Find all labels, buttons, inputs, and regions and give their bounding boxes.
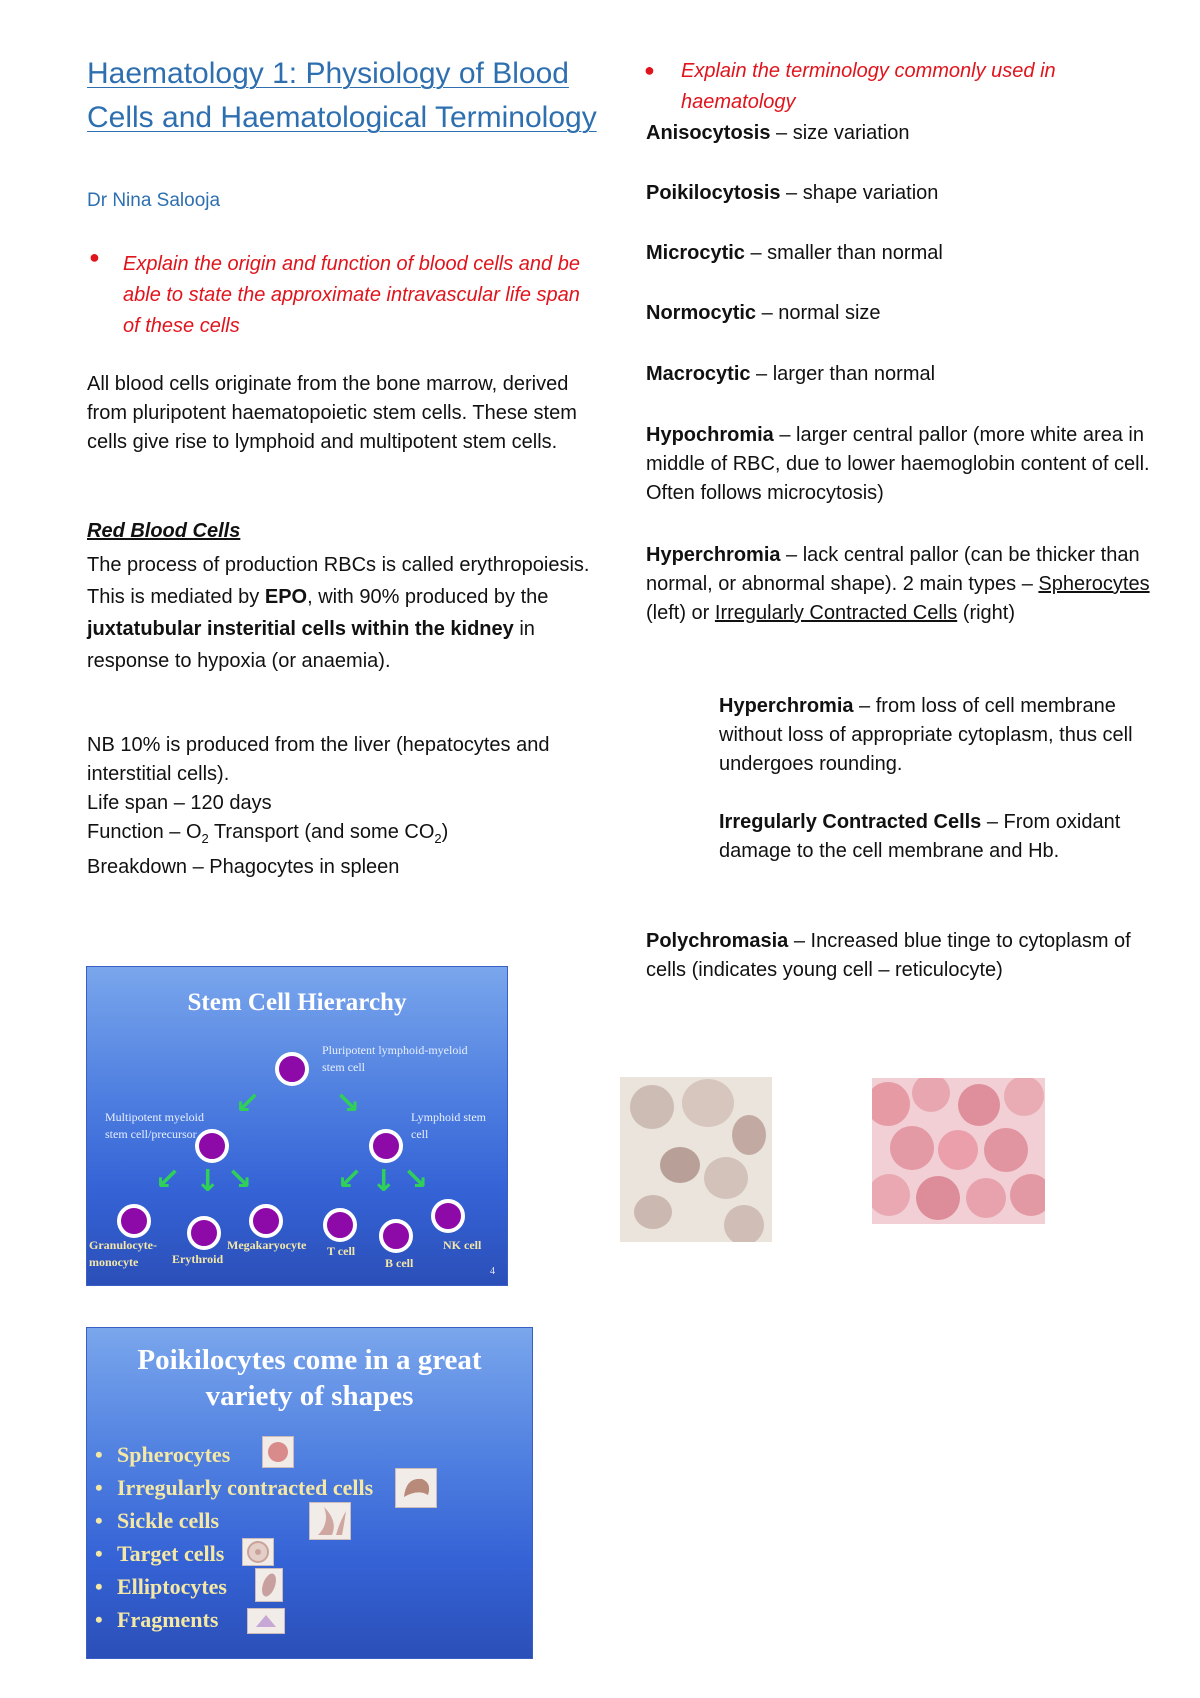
red-cell [872,1082,910,1126]
term-definition: – shape variation [780,182,939,204]
fragment-thumbnail [247,1608,285,1634]
poikilocytes-slide [87,1328,532,1658]
juxtatubular-term: juxtatubular insteritial cells within the kidney [87,618,514,640]
function-text-b: Transport (and some CO [208,821,435,843]
term-anisocytosis [646,119,1156,148]
arrow-down-left-icon: ↙ [337,1162,363,1197]
origin-paragraph: All blood cells originate from the bone marrow, derived from pluripotent haematopoietic stem cells. These stem cells give rise to lymphoid and multipotent stem cells. [87,373,577,453]
megakaryocyte-cell [249,1204,283,1238]
lymphoid-label: Lymphoid stem cell [411,1110,486,1141]
megakaryocyte-label: Megakaryocyte [227,1238,307,1252]
term-normocytic [646,299,1156,328]
term-definition: (right) [957,602,1016,624]
term-definition: (left) or [646,602,715,624]
t-cell-label: T cell [327,1244,356,1258]
red-cell [958,1084,1000,1126]
granulocyte-label: Granulocyte-monocyte [89,1238,157,1269]
t-cell [323,1208,357,1242]
red-cell [872,1174,910,1216]
term-title: Anisocytosis [646,122,771,144]
stem-cell-hierarchy-slide [87,967,507,1285]
function-text-c: ) [441,821,449,843]
term-title: Hypochromia [646,424,774,446]
red-cell [966,1178,1006,1218]
erythroid-label: Erythroid [172,1252,224,1266]
term-definition: – smaller than normal [744,242,943,264]
term-title: Macrocytic [646,363,751,385]
red-cell [732,1115,766,1155]
rbc-text-3: in response to hypoxia (or anaemia). [87,618,535,672]
poikilocyte-label: Spherocytes [117,1442,231,1467]
icc-term: Irregularly Contracted Cells [714,602,958,624]
author-name: Dr Nina Salooja [87,190,221,211]
poikilocyte-item: • Elliptocytes [95,1574,227,1599]
sickle-cell-thumbnail [309,1502,351,1540]
poikilocyte-item: • Sickle cells [95,1508,220,1533]
red-cell [912,1078,950,1112]
red-cell [704,1157,748,1199]
poikilocyte-label: Sickle cells [117,1508,220,1533]
poikilocyte-label: Fragments [117,1607,219,1632]
red-cell [660,1147,700,1183]
spherocyte-thumbnail [262,1436,294,1468]
b-cell-label: B cell [385,1256,414,1270]
b-cell [379,1219,413,1253]
arrow-down-left-icon: ↙ [155,1162,181,1197]
slide2-title [87,1342,532,1414]
term-title: Microcytic [646,242,745,264]
target-cell-thumbnail [242,1538,274,1566]
slide-page-number: 4 [490,1266,495,1277]
irregularly-contracted-cells-micrograph [872,1078,1045,1224]
o2-subscript: 2 [201,831,209,846]
poikilocyte-item: • Irregularly contracted cells [95,1475,374,1500]
term-definition: – from loss of cell membrane without loss of appropriate cytoplasm, thus cell undergoes rounding. [719,695,1133,775]
arrow-down-right-icon: ↘ [335,1086,361,1121]
poikilocyte-label: Irregularly contracted cells [117,1475,374,1500]
term-title: Normocytic [646,302,757,324]
term-hyperchromia-detail [719,692,1159,779]
term-hyperchromia [646,541,1156,628]
red-cell [724,1205,764,1242]
red-cell [890,1126,934,1170]
term-definition: – larger central pallor (more white area in middle of RBC, due to lower haemoglobin content of cell. Often follows microcytosis) [646,424,1150,504]
term-definition: – size variation [770,122,910,144]
poikilocyte-item: • Spherocytes [95,1442,231,1467]
function-line [87,818,607,853]
red-cell [630,1085,674,1129]
bullet-icon: ● [89,247,100,267]
term-title: Polychromasia [646,930,789,952]
co2-subscript: 2 [434,831,442,846]
arrow-down-icon: ↓ [195,1164,221,1199]
red-cell [916,1176,960,1220]
rbc-text-1: The process of production RBCs is called erythropoiesis. This is mediated by [87,554,590,608]
function-text-a: Function – O [87,821,202,843]
nk-cell-label: NK cell [443,1238,482,1252]
nb-paragraph: NB 10% is produced from the liver (hepatocytes and interstitial cells). [87,734,550,785]
slide2-title-line1: Poikilocytes come in a great [137,1344,482,1376]
red-cell [1010,1174,1045,1216]
spherocytes-term: Spherocytes [1038,573,1150,595]
arrow-down-icon: ↓ [371,1164,397,1199]
erythroid-cell [187,1216,221,1250]
term-icc-detail [719,808,1159,866]
granulocyte-monocyte-cell [117,1204,151,1238]
epo-term: EPO [264,586,308,608]
multipotent-label: Multipotent myeloid stem cell/precursor [105,1110,204,1141]
irregular-cell-thumbnail [395,1468,437,1508]
arrow-down-right-icon: ↘ [403,1162,429,1197]
nb-block [87,731,607,882]
term-hypochromia [646,421,1156,508]
poikilocyte-label: Elliptocytes [117,1574,227,1599]
red-cell [938,1130,978,1170]
rbc-heading: Red Blood Cells [87,520,241,542]
pluripotent-stem-cell [275,1052,309,1086]
arrow-down-right-icon: ↘ [227,1162,253,1197]
term-title: Hyperchromia [646,544,781,566]
elliptocyte-thumbnail [255,1568,283,1602]
learning-objective-1: Explain the origin and function of blood cells and be able to state the approximate intravascular life span of these cells [123,253,580,337]
red-cell [634,1195,672,1229]
term-title: Hyperchromia [719,695,854,717]
term-definition: – lack central pallor (can be thicker than normal, or abnormal shape). 2 main types – [646,544,1140,595]
poikilocyte-item: • Target cells [95,1541,225,1566]
term-definition: – From oxidant damage to the cell membrane and Hb. [719,811,1121,862]
poikilocyte-label: Target cells [117,1541,225,1566]
red-cell [1004,1078,1044,1116]
term-definition: – Increased blue tinge to cytoplasm of cells (indicates young cell – reticulocyte) [646,930,1131,981]
term-poikilocytosis [646,179,1156,208]
red-cell [682,1079,734,1127]
arrow-down-left-icon: ↙ [235,1086,261,1121]
breakdown-line: Breakdown – Phagocytes in spleen [87,856,400,878]
term-definition: – larger than normal [750,363,936,385]
lymphoid-stem-cell [369,1129,403,1163]
term-definition: – normal size [756,302,881,324]
pluripotent-label: Pluripotent lymphoid-myeloid stem cell [322,1043,468,1074]
spherocytes-micrograph [620,1077,772,1242]
bullet-icon: ● [644,60,655,80]
slide1-title: Stem Cell Hierarchy [187,989,407,1016]
term-microcytic [646,239,1156,268]
life-span-line: Life span – 120 days [87,792,272,814]
slide2-title-line2: variety of shapes [205,1380,414,1412]
term-polychromasia [646,927,1156,985]
document-title: Haematology 1: Physiology of Blood Cells and Haematological Terminology [87,57,597,134]
term-title: Irregularly Contracted Cells [719,811,982,833]
poikilocyte-item: • Fragments [95,1607,219,1632]
rbc-paragraph [87,549,607,677]
multipotent-stem-cell [195,1129,229,1163]
learning-objective-2: Explain the terminology commonly used in haematology [681,60,1056,113]
term-macrocytic [646,360,1156,389]
term-title: Poikilocytosis [646,182,781,204]
rbc-text-2: , with 90% produced by the [307,586,549,608]
nk-cell [431,1199,465,1233]
red-cell [984,1128,1028,1172]
